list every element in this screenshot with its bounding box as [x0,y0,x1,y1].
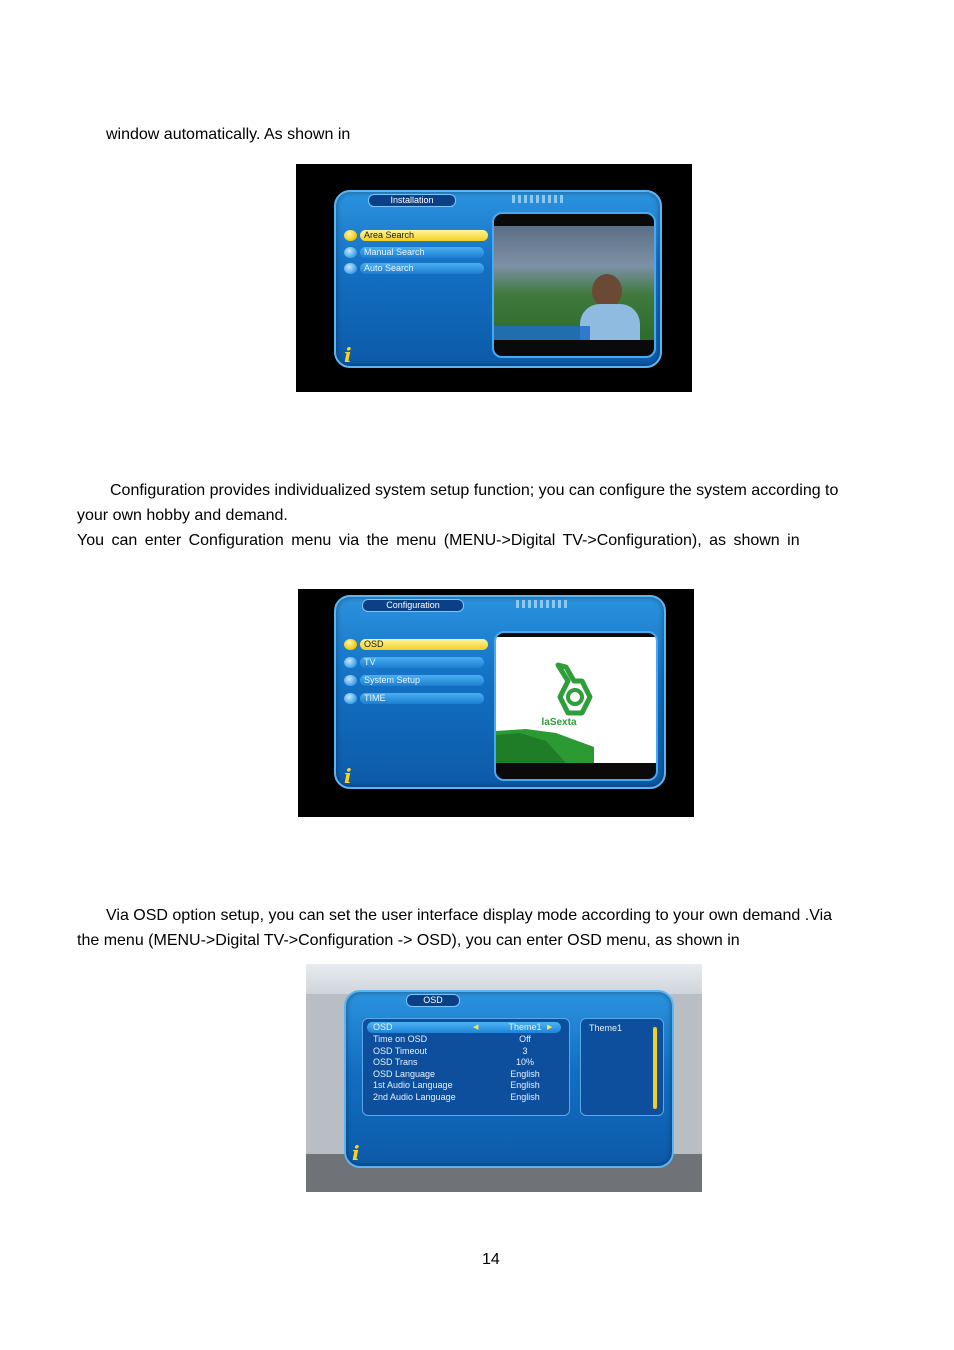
info-icon: i [344,764,352,788]
menu-item-time[interactable] [344,693,492,704]
channel-screen [496,637,656,763]
signal-ticks [516,600,567,608]
configuration-screenshot [298,589,694,817]
installation-screenshot [296,164,692,392]
menu-item-label: Auto Search [360,263,484,274]
menu-item-label: Area Search [360,230,488,241]
menu-item-label: Manual Search [360,247,484,258]
video-preview [492,212,656,358]
osd-row-1st-audio[interactable]: 1st Audio Language English [373,1080,540,1090]
menu-bullet-icon [344,675,357,686]
paragraph-config-line1: Configuration provides individualized system setup function; you can configure the system according to [110,482,839,499]
channel-logo-text: laSexta [541,717,577,728]
osd-title: OSD [406,994,460,1007]
arrow-right-icon[interactable]: ▶ [547,1024,553,1031]
osd-panel [344,990,674,1168]
installation-panel [334,190,662,368]
menu-bullet-icon [344,263,357,274]
osd-settings-list [362,1018,570,1116]
configuration-panel [334,595,666,789]
video-preview [494,631,658,781]
menu-item-label: TV [360,657,484,668]
info-icon: i [344,343,352,367]
osd-row-language[interactable]: OSD Language English [373,1069,540,1079]
osd-row-2nd-audio[interactable]: 2nd Audio Language English [373,1092,540,1102]
paragraph-intro: window automatically. As shown in [106,126,351,143]
theme-preview-title: Theme1 [589,1023,623,1033]
paragraph-config-line2: your own hobby and demand. [77,507,288,524]
configuration-title: Configuration [362,599,464,612]
osd-row-theme[interactable]: OSD ◀ Theme1 ▶ [367,1022,561,1033]
paragraph-osd-line2: the menu (MENU->Digital TV->Configuration -> OSD), you can enter OSD menu, as shown in [77,932,740,949]
menu-item-label: TIME [360,693,484,704]
menu-item-label: OSD [360,639,488,650]
menu-bullet-icon [344,657,357,668]
caption-strip [494,326,590,340]
football-scene [494,226,654,340]
menu-item-tv[interactable] [344,657,492,668]
page-number: 14 [482,1251,500,1268]
menu-bullet-icon [344,639,357,650]
paragraph-osd-line1: Via OSD option setup, you can set the user interface display mode according to your own demand .Via [106,907,833,924]
menu-item-osd[interactable] [344,639,492,650]
player-head [592,274,622,308]
osd-row-trans[interactable]: OSD Trans 10% [373,1057,534,1067]
osd-screenshot [306,964,702,1192]
signal-ticks [512,195,563,203]
menu-item-auto-search[interactable] [344,263,489,274]
menu-bullet-icon [344,247,357,258]
scrollbar[interactable] [653,1027,657,1109]
osd-theme-preview [580,1018,664,1116]
menu-item-label: System Setup [360,675,484,686]
arrow-left-icon[interactable]: ◀ [473,1024,479,1031]
lasexta-logo-icon [496,637,656,763]
menu-item-manual-search[interactable] [344,247,489,258]
menu-bullet-icon [344,230,357,241]
installation-title: Installation [368,194,456,207]
menu-item-system-setup[interactable] [344,675,492,686]
info-icon: i [352,1141,360,1165]
paragraph-config-menu: You can enter Configuration menu via the menu (MENU->Digital TV->Configuration), as shown in [77,532,800,549]
menu-bullet-icon [344,693,357,704]
menu-item-area-search[interactable] [344,230,489,241]
osd-row-time-on-osd[interactable]: Time on OSD Off [373,1034,531,1044]
osd-row-timeout[interactable]: OSD Timeout 3 [373,1046,528,1056]
